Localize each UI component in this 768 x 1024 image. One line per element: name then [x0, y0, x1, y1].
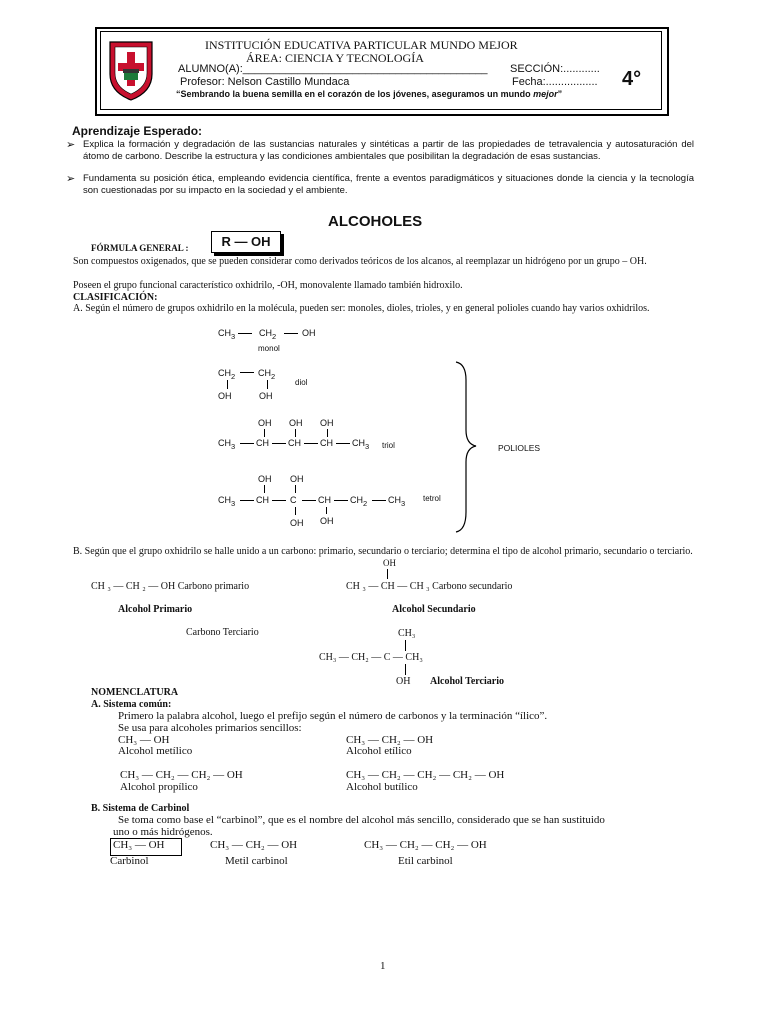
chem-group: $CH_3$ [388, 495, 406, 508]
carbinol-formula: CH₃ — OH [113, 839, 165, 851]
bond [272, 443, 286, 444]
motto: “Sembrando la buena semilla en el corazón de los jóvenes, aseguramos un mundo mejor” [176, 89, 563, 99]
sistema-comun-desc: Primero la palabra alcohol, luego el prefijo según el número de carbonos y la terminación “ílico”. [118, 710, 548, 722]
learning-bullet-1: Explica la formación y degradación de las sustancias naturales y sintéticas a partir de las propiedades de tetravalencia y autosaturación del átomo de carbono. Describe la estructura y las condiciones ambientales que posibilitan la degradación de esas sustancias. [83, 139, 694, 162]
alumno-field: ALUMNO(A):________________________________________ [178, 63, 488, 75]
primary-label: Alcohol Primario [118, 604, 193, 615]
chem-group: $CH_2$ [218, 368, 236, 381]
bond [372, 500, 386, 501]
tertiary-row: CH₃ — CH₂ — C — CH₃ [319, 652, 423, 663]
carbinol-name: Metil carbinol [225, 855, 288, 867]
chem-group: $CH_2$ [350, 495, 368, 508]
general-formula-box: R — OH [211, 231, 281, 253]
example-name: Alcohol propílico [120, 781, 198, 793]
bond [264, 485, 265, 493]
carbinol-desc: Se toma como base el “carbinol”, que es el nombre del alcohol más sencillo, considerado que se han sustituido [118, 814, 605, 826]
polioles-brace-icon [452, 360, 482, 535]
functional-group-text: Poseen el grupo funcional característico oxhidrilo, -OH, monovalente llamado también hidroxilo. [73, 280, 463, 291]
example-name: Alcohol metílico [118, 745, 193, 757]
example-formula: CH₃ — CH₂ — OH [346, 734, 434, 746]
secondary-formula: CH ₃ — CH — CH ₃ Carbono secundario [346, 581, 513, 592]
fecha-field: Fecha:................. [512, 76, 598, 88]
bond [295, 429, 296, 437]
bond [272, 500, 286, 501]
bond [302, 500, 316, 501]
monol-label: monol [258, 344, 280, 353]
bond [295, 507, 296, 515]
diol-label: diol [295, 378, 308, 387]
bond [304, 443, 318, 444]
clasificacion-a-text: A. Según el número de grupos oxhidrilo en la molécula, pueden ser: monoles, dioles, trioles, y en general polioles cuando hay varios oxhidrilos. [73, 303, 650, 314]
bond [336, 443, 350, 444]
chem-group: OH [290, 518, 304, 528]
carbinol-desc2: uno o más hidrógenos. [113, 826, 213, 838]
learning-title: Aprendizaje Esperado: [72, 124, 203, 138]
bond [240, 372, 254, 373]
carbinol-formula: CH₃ — CH₂ — CH₂ — OH [364, 839, 487, 851]
tetrol-label: tetrol [423, 494, 441, 503]
clasificacion-b-text: B. Según que el grupo oxhidrilo se halle unido a un carbono: primario, secundario o terciario; determina el tipo de alcohol primario, secundario o terciario. [73, 546, 693, 557]
primary-formula: CH ₃ — CH ₂ — OH Carbono primario [91, 581, 250, 592]
chem-group: OH [259, 391, 273, 401]
chem-group: OH [290, 474, 304, 484]
chem-group: OH [258, 418, 272, 428]
chem-group: C [290, 495, 297, 505]
bond [326, 507, 327, 514]
bond [240, 500, 254, 501]
chem-group: OH [320, 516, 334, 526]
tertiary-carbon-label: Carbono Terciario [186, 627, 259, 638]
carbinol-name: Carbinol [110, 855, 149, 867]
chem-group: CH [256, 438, 269, 448]
chem-group: CH [288, 438, 301, 448]
chem-group: CH [318, 495, 331, 505]
secondary-label: Alcohol Secundario [392, 604, 476, 615]
chem-group: $CH_3$ [352, 438, 370, 451]
bond [227, 380, 228, 389]
sistema-comun-desc2: Se usa para alcoholes primarios sencillos: [118, 722, 302, 734]
bond [284, 333, 298, 334]
clasificacion-title: CLASIFICACIÓN: [73, 292, 158, 303]
chem-group: OH [258, 474, 272, 484]
example-name: Alcohol butílico [346, 781, 418, 793]
section-title: ALCOHOLES [328, 213, 423, 230]
page-number: 1 [380, 960, 386, 972]
example-formula: CH₃ — OH [118, 734, 170, 746]
bullet-arrow-icon: ➢ [66, 173, 76, 185]
bond [264, 429, 265, 437]
sistema-comun-title: A. Sistema común: [91, 699, 172, 710]
chem-group: OH [320, 418, 334, 428]
chem-group: $CH_2$ [259, 328, 277, 341]
example-formula: CH₃ — CH₂ — CH₂ — CH₂ — OH [346, 769, 505, 781]
seccion-field: SECCIÓN:............ [510, 63, 600, 75]
grade-label: 4° [622, 68, 642, 90]
bond [387, 569, 388, 579]
carbinol-name: Etil carbinol [398, 855, 453, 867]
nomenclatura-title: NOMENCLATURA [91, 687, 179, 698]
formula-label: FÓRMULA GENERAL : [91, 243, 189, 253]
bond [238, 333, 252, 334]
tertiary-top: CH₃ [398, 628, 416, 639]
bond [240, 443, 254, 444]
chem-group: CH [320, 438, 333, 448]
secondary-oh: OH [383, 558, 396, 568]
bond [334, 500, 348, 501]
chem-group: CH [256, 495, 269, 505]
school-crest-icon [104, 38, 158, 102]
triol-label: triol [382, 441, 395, 450]
institution-name: INSTITUCIÓN EDUCATIVA PARTICULAR MUNDO MEJOR [205, 38, 518, 52]
area-title: ÁREA: CIENCIA Y TECNOLOGÍA [246, 51, 424, 65]
chem-group: $CH_3$ [218, 495, 236, 508]
carbinol-formula: CH₃ — CH₂ — OH [210, 839, 298, 851]
sistema-carbinol-title: B. Sistema de Carbinol [91, 803, 190, 814]
bond [267, 380, 268, 389]
profesor-label: Profesor: Nelson Castillo Mundaca [180, 76, 350, 88]
learning-bullet-2: Fundamenta su posición ética, empleando evidencia científica, frente a eventos paradigmáticos y situaciones donde la ciencia y la tecnología son cuestionadas por su impacto en la sociedad y el ambiente. [83, 173, 694, 196]
tertiary-label: Alcohol Terciario [430, 676, 504, 687]
chem-group: $CH_2$ [258, 368, 276, 381]
bond [295, 485, 296, 493]
intro-paragraph: Son compuestos oxigenados, que se pueden considerar como derivados teóricos de los alcanos, al reemplazar un hidrógeno por un grupo – OH. [73, 256, 647, 267]
chem-group: OH [218, 391, 232, 401]
bond [405, 664, 406, 675]
bullet-arrow-icon: ➢ [66, 139, 76, 151]
chem-group: OH [302, 328, 316, 338]
example-formula: CH₃ — CH₂ — CH₂ — OH [120, 769, 243, 781]
example-name: Alcohol etílico [346, 745, 412, 757]
polioles-label: POLIOLES [498, 443, 541, 453]
chem-group: OH [289, 418, 303, 428]
bond [405, 640, 406, 651]
tertiary-oh: OH [396, 676, 411, 687]
bond [327, 429, 328, 437]
chem-group: $CH_3$ [218, 328, 236, 341]
chem-group: $CH_3$ [218, 438, 236, 451]
